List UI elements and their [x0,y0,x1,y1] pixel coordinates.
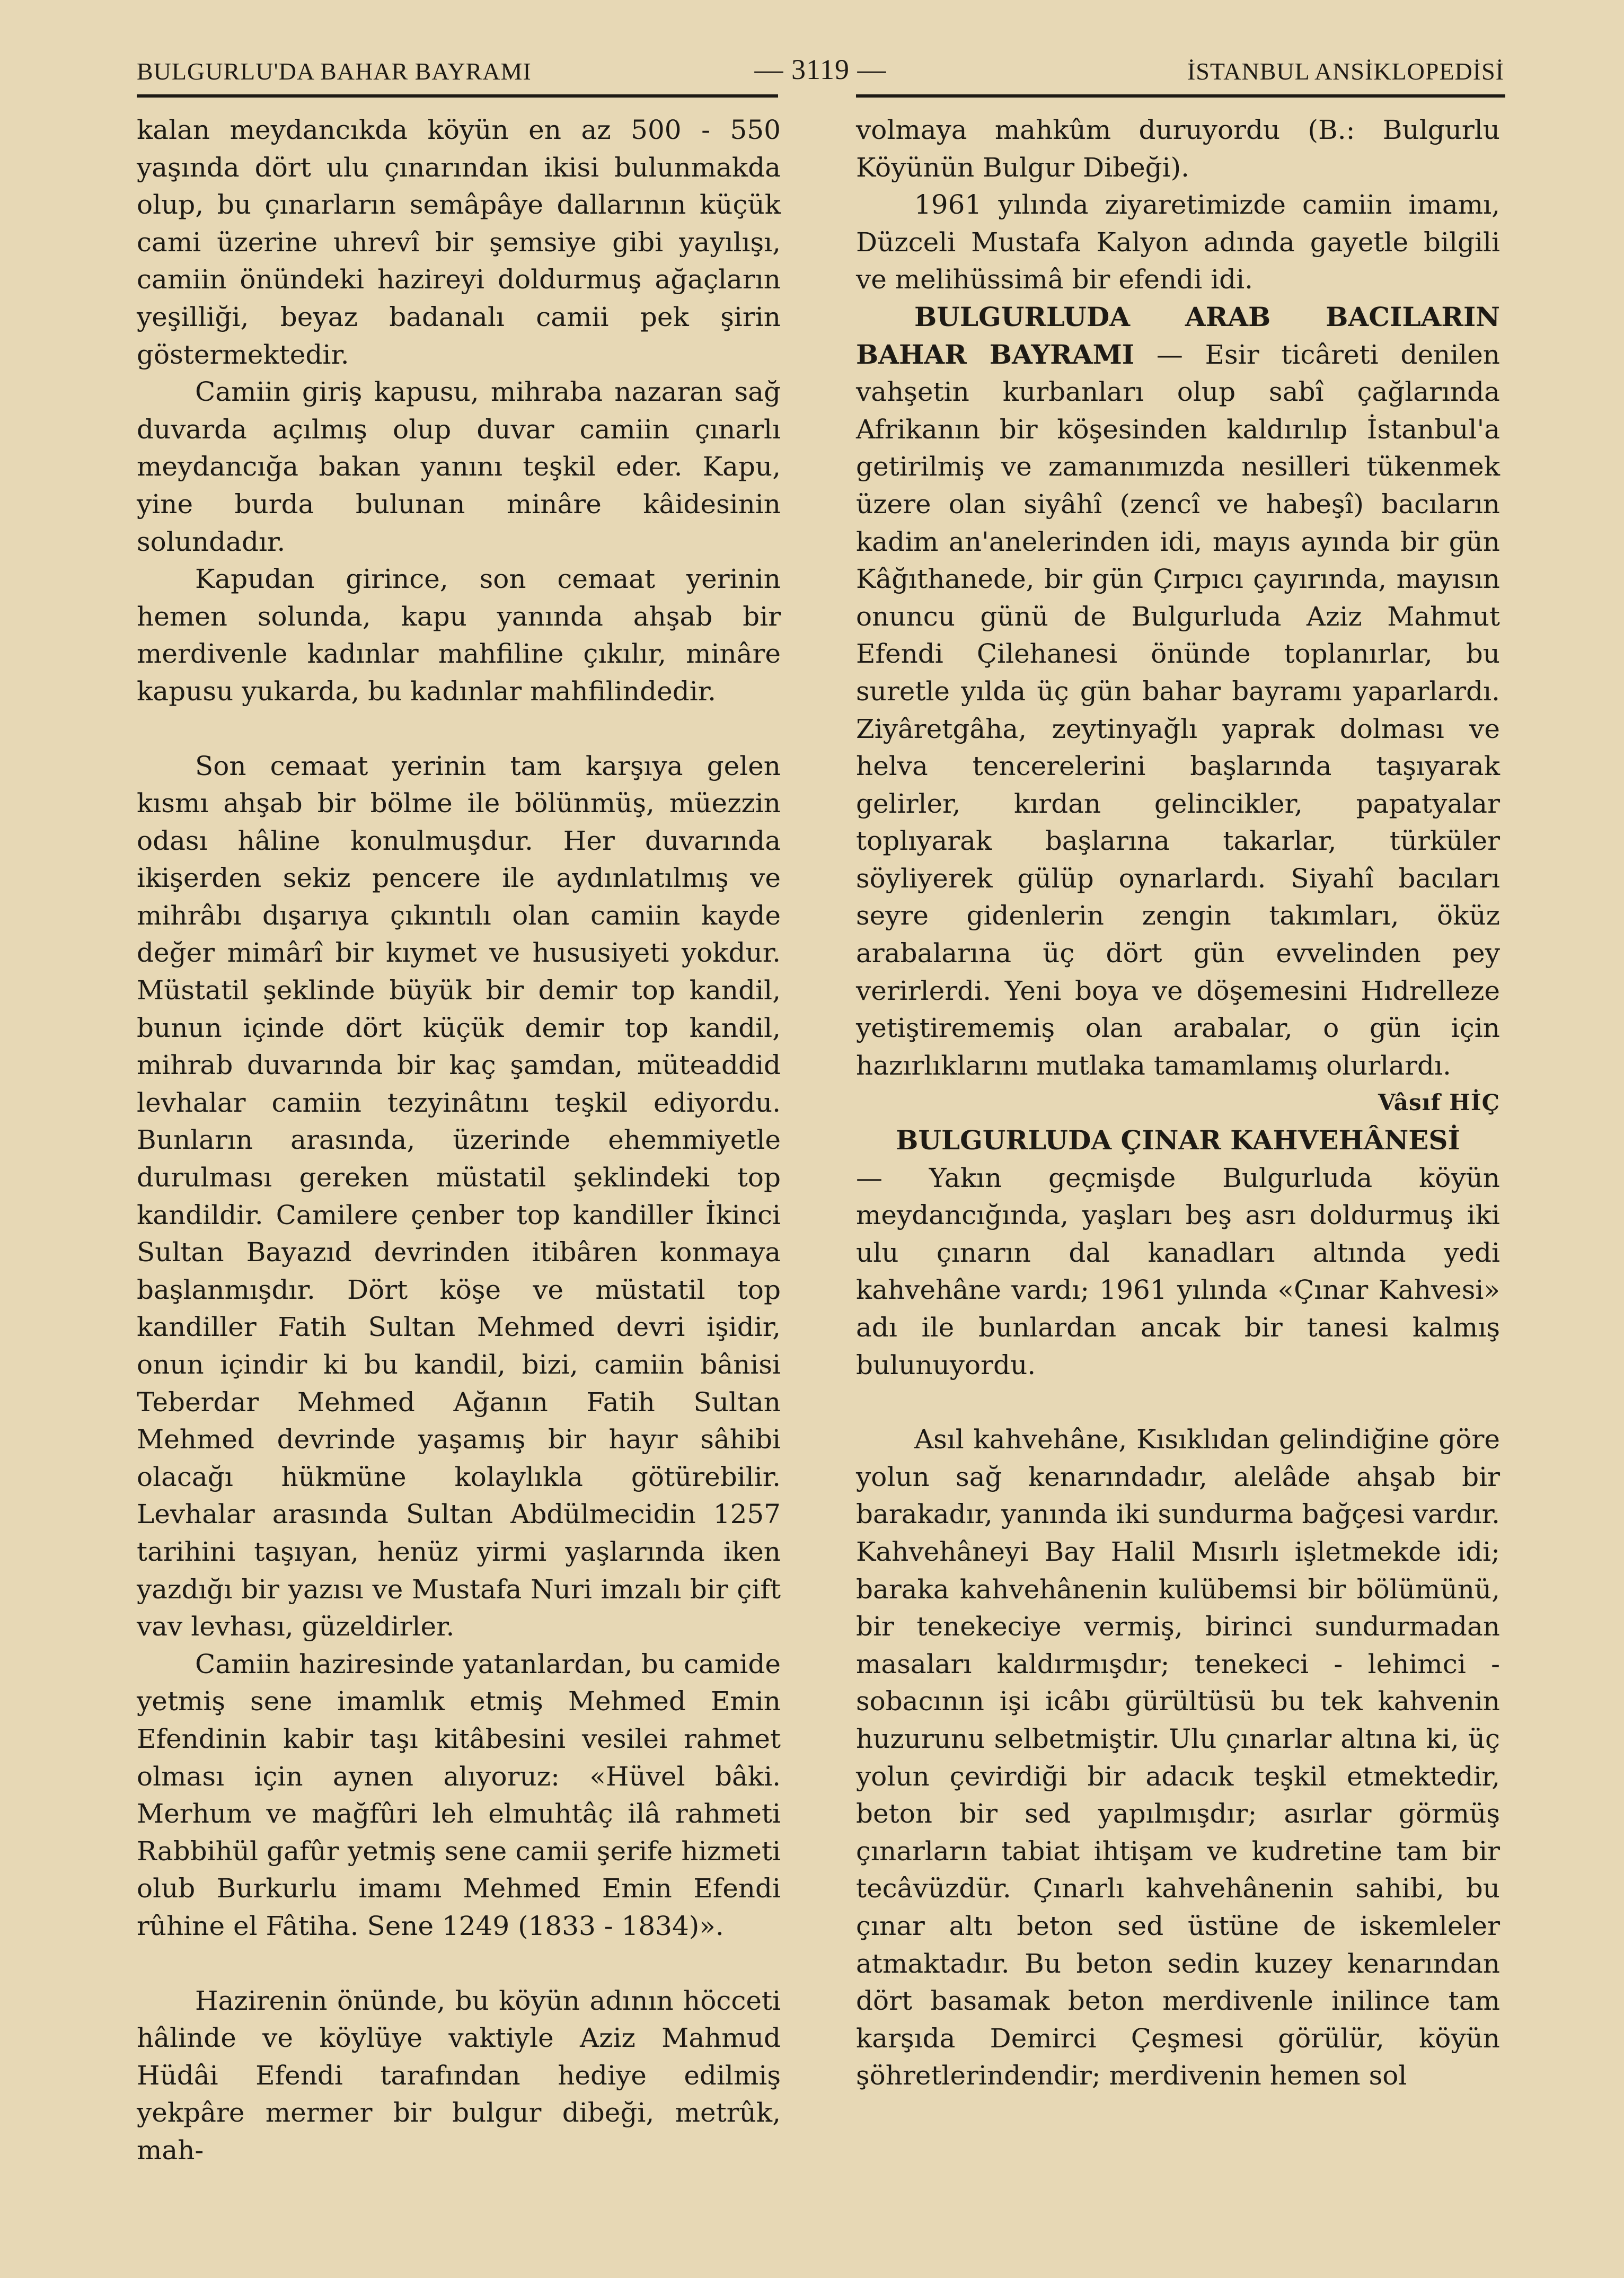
paragraph: Camiin haziresinde yatanlardan, bu camide yetmiş sene imamlık etmiş Mehmed Emin Efendinin kabir taşı kitâbesini vesilei rahmet olması için aynen alıyoruz: «Hüvel bâki. Merhum ve mağfûri leh elmuhtâç ilâ rahmeti Rabbihül gafûr yetmiş sene camii şerife hizmeti olub Burkurlu imamı Mehmed Emin Efendi rûhine el Fâtiha. Sene 1249 (1833 - 1834)». [137,1648,781,1941]
section-heading: BULGURLUDA ARAB BACILARIN BAHAR BAYRAMI [856,301,1500,370]
header-publication-title: İSTANBUL ANSİKLOPEDİSİ [1187,58,1504,85]
paragraph: Hazirenin önünde, bu köyün adının höcceti hâlinde ve köylüye vaktiyle Aziz Mahmud Hüdâi Efendi tarafından hediye edilmiş yekpâre mermer bir bulgur dibeği, metrûk, mah- [137,1985,781,2166]
paragraph: Kapudan girince, son cemaat yerinin hemen solunda, kapu yanında ahşab bir merdivenle kadınlar mahfiline çıkılır, minâre kapusu yukarda, bu kadınlar mahfilindedir. [137,564,781,707]
paragraph: Asıl kahvehâne, Kısıklıdan gelindiğine göre yolun sağ kenarındadır, alelâde ahşab bir barakadır, yanında iki sundurma bağçesi vardır. Kahvehâneyi Bay Halil Mısırlı işletmekde idi; baraka kahvehânenin kulübemsi bir bölümünü, bir tenekeciye vermiş, birinci sundurmadan masaları kaldırmışdır; tenekeci - lehimci - sobacının işi icâbı gürültüsü bu tek kahvenin huzurunu selbetmiştir. Ulu çınarlar altına ki, üç yolun çevirdiği bir adacık teşkil etmektedir, beton bir sed yapılmışdır; asırlar görmüş çınarların tabiat ihtişam ve kudretine tam bir tecâvüzdür. Çınarlı kahvehânenin sahibi, bu çınar altı beton sed üstüne de iskemleler atmaktadır. Bu beton sedin kuzey kenarından dört basamak beton merdivenle inilince tam karşıda Demirci Çeşmesi görülür, köyün şöhretlerindendir; merdivenin hemen sol [856,1424,1500,2091]
running-header [137,53,1504,90]
section-heading: BULGURLUDA ÇINAR KAHVEHÂNESİ [896,1124,1460,1156]
paragraph: Camiin giriş kapusu, mihraba nazaran sağ duvarda açılmış olup duvar camiin çınarlı meydancığa bakan yanını teşkil eder. Kapu, yine burda bulunan minâre kâidesinin solundadır. [137,376,781,557]
page-number: — 3119 — [754,54,887,85]
right-column [856,111,1500,2095]
paragraph: kalan meydancıkda köyün en az 500 - 550 yaşında dört ulu çınarından ikisi bulunmakda olup, bu çınarların semâpâye dallarının küçük cami üzerine uhrevî bir şemsiye gibi yayılışı, camiin önündeki hazireyi doldurmuş ağaçların yeşilliği, beyaz badanalı camii pek şirin göstermektedir. [137,115,781,370]
header-rule-left [137,94,778,98]
paragraph: Son cemaat yerinin tam karşıya gelen kısmı ahşab bir bölme ile bölünmüş, müezzin odası hâline konulmuşdur. Her duvarında ikişerden sekiz pencere ile aydınlatılmış ve mihrâbı dışarıya çıkıntılı olan camiin kayde değer mimârî bir kıymet ve hususiyeti yokdur. Müstatil şeklinde büyük bir demir top kandil, bunun içinde dört küçük demir top kandil, mihrab duvarında bir kaç şamdan, müteaddid levhalar camiin tezyinâtını teşkil ediyordu. Bunların arasında, üzerinde ehemmiyetle durulması gereken müstatil şeklindeki top kandildir. Camilere çenber top kandiller İkinci Sultan Bayazıd devrinden itibâren konmaya başlanmışdır. Dört köşe ve müstatil top kandiller Fatih Sultan Mehmed devri işidir, onun içindir ki bu kandil, bizi, camiin bânisi Teberdar Mehmed Ağanın Fatih Sultan Mehmed devrinde yaşamış bir hayır sâhibi olacağı hükmüne kolaylıkla götürebilir. Levhalar arasında Sultan Abdülmecidin 1257 tarihini taşıyan, henüz yirmi yaşlarında iken yazdığı bir yazısı ve Mustafa Nuri imzalı bir çift vav levhası, güzeldirler. [137,750,781,1642]
left-column [137,111,781,2169]
section-paragraph [856,298,1500,1084]
author-signature: Vâsıf HİÇ [1378,1089,1500,1116]
paragraph: — Yakın geçmişde Bulgurluda köyün meydancığında, yaşları beş asrı doldurmuş iki ulu çınarın dal kanadları altında yedi kahvehâne vardı; 1961 yılında «Çınar Kahvesi» adı ile bunlardan ancak bir tanesi kalmış bulunuyordu. [856,1162,1500,1380]
header-article-title: BULGURLU'DA BAHAR BAYRAMI [137,58,532,85]
paragraph: volmaya mahkûm duruyordu (B.: Bulgurlu Köyünün Bulgur Dibeği). [856,115,1500,183]
paragraph: 1961 yılında ziyaretimizde camiin imamı, Düzceli Mustafa Kalyon adında gayetle bilgili ve melihüssimâ bir efendi idi. [856,189,1500,295]
header-rule-right [856,94,1505,98]
section-text: — Esir ticâreti denilen vahşetin kurbanları olup sabî çağlarında Afrikanın bir köşesinden kaldırılıp İstanbul'a getirilmiş ve zamanımızda nesilleri tükenmek üzere olan siyâhî (zencî ve habeşî) bacıların kadim an'anelerinden idi, mayıs ayında bir gün Kâğıthanede, bir gün Çırpıcı çayırında, mayısın onuncu günü de Bulgurluda Aziz Mahmut Efendi Çilehanesi önünde toplanırlar, bu suretle yılda üç gün bahar bayramı yaparlardı. Ziyâretgâha, zeytinyağlı yaprak dolması ve helva tencerelerini başlarında taşıyarak gelirler, kırdan gelincikler, papatyalar toplıyarak başlarına takarlar, türküler söyliyerek gülüp oynarlardı. Siyahî bacıları seyre gidenlerin zengin takımları, öküz arabalarına üç dört gün evvelinden pey verirlerdi. Yeni boya ve döşemesini Hıdrelleze yetiştirememiş olan arabalar, o gün için hazırlıklarını mutlaka tamamlamış olurlardı. [856,339,1501,1081]
